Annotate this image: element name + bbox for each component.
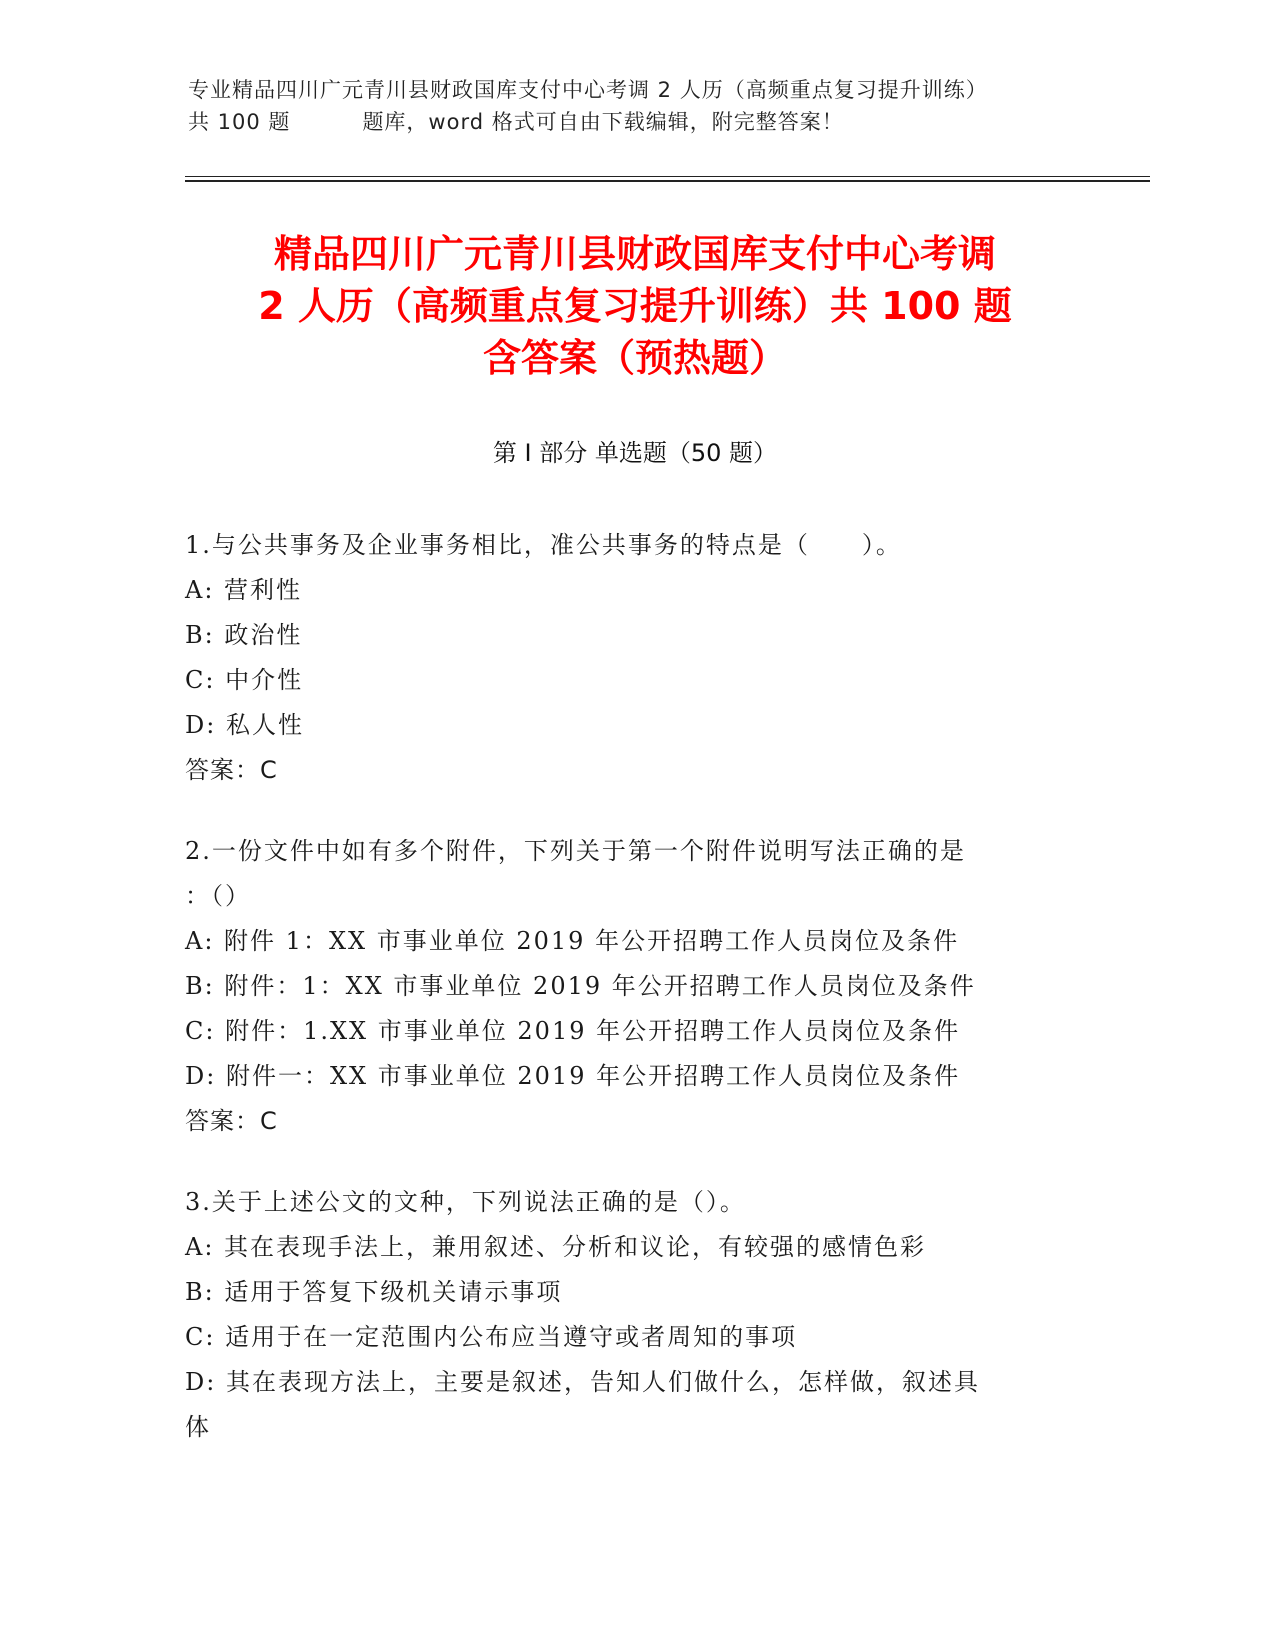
option-d-continued: 体	[185, 1413, 211, 1441]
option-b: B: 附件：1：XX 市事业单位 2019 年公开招聘工作人员岗位及条件	[185, 972, 976, 1000]
question-stem: 1.与公共事务及企业事务相比，准公共事务的特点是（ ）。	[185, 531, 902, 559]
option-d: D: 私人性	[185, 711, 304, 739]
header-divider-thin	[185, 176, 1150, 177]
option-d: D: 其在表现方法上，主要是叙述，告知人们做什么，怎样做，叙述具	[185, 1368, 980, 1396]
header-line-2-right: 题库，word 格式可自由下载编辑，附完整答案！	[362, 110, 844, 134]
section-title: 第 I 部分 单选题（50 题）	[492, 439, 778, 467]
header-line-1: 专业精品四川广元青川县财政国库支付中心考调 2 人历（高频重点复习提升训练）	[188, 78, 988, 102]
question-1	[185, 523, 1085, 793]
title-line-2: 2 人历（高频重点复习提升训练）共 100 题	[258, 284, 1012, 328]
option-a: A: 附件 1：XX 市事业单位 2019 年公开招聘工作人员岗位及条件	[185, 927, 960, 955]
answer: 答案：C	[185, 1107, 278, 1135]
header-line-2-left: 共 100 题	[188, 110, 291, 134]
answer: 答案：C	[185, 756, 278, 784]
header-note	[188, 74, 1088, 138]
option-b: B: 政治性	[185, 621, 303, 649]
option-c: C: 附件：1.XX 市事业单位 2019 年公开招聘工作人员岗位及条件	[185, 1017, 961, 1045]
option-b: B: 适用于答复下级机关请示事项	[185, 1278, 563, 1306]
document-title	[185, 228, 1085, 384]
title-line-1: 精品四川广元青川县财政国库支付中心考调	[273, 232, 996, 276]
question-stem-line-1: 2.一份文件中如有多个附件，下列关于第一个附件说明写法正确的是	[185, 837, 966, 865]
option-c: C: 适用于在一定范围内公布应当遵守或者周知的事项	[185, 1323, 798, 1351]
option-d: D: 附件一：XX 市事业单位 2019 年公开招聘工作人员岗位及条件	[185, 1062, 961, 1090]
header-divider-thick	[185, 180, 1150, 182]
question-stem: 3.关于上述公文的文种，下列说法正确的是（）。	[185, 1188, 746, 1216]
question-stem-line-2: ：（）	[185, 882, 251, 910]
question-2	[185, 829, 1085, 1144]
option-a: A: 营利性	[185, 576, 303, 604]
title-line-3: 含答案（预热题）	[482, 336, 787, 380]
option-c: C: 中介性	[185, 666, 304, 694]
question-3	[185, 1180, 1085, 1450]
question-list	[185, 523, 1085, 1486]
header-line-2	[188, 106, 1088, 138]
option-a: A: 其在表现手法上，兼用叙述、分析和议论，有较强的感情色彩	[185, 1233, 927, 1261]
